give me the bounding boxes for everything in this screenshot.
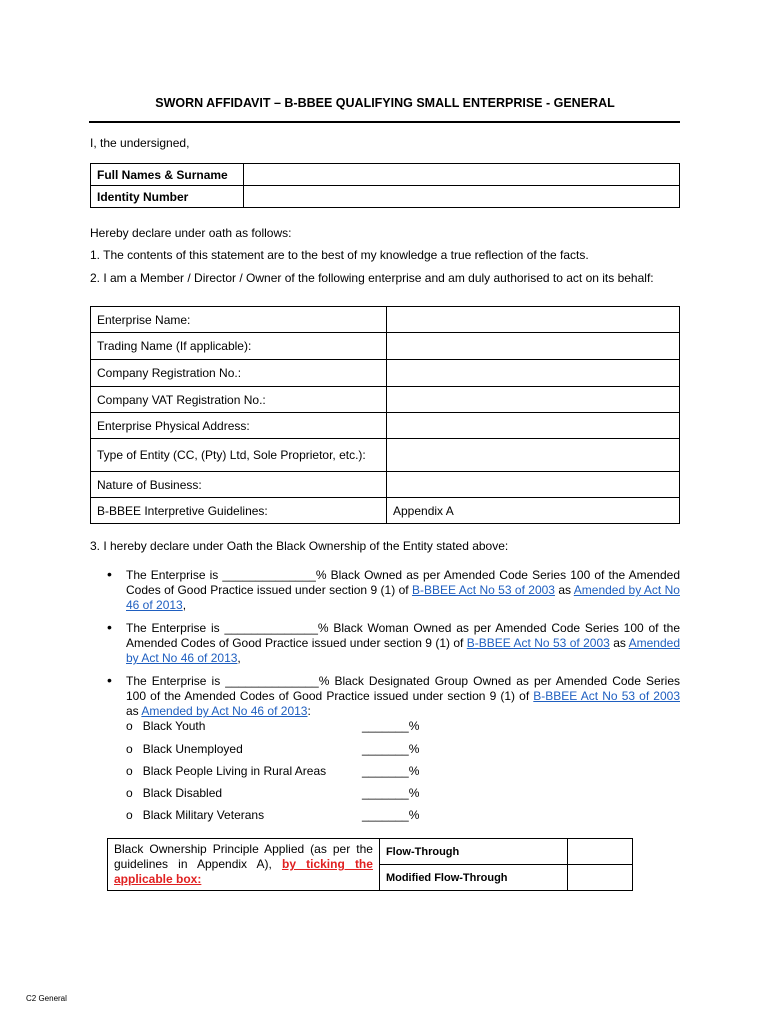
interpretive-guidelines-label: B-BBEE Interpretive Guidelines: (91, 498, 387, 524)
full-names-field[interactable] (244, 164, 680, 186)
classification-footer: C2 General (26, 994, 67, 1003)
declare-text: Hereby declare under oath as follows: (90, 226, 292, 240)
sub-item-value[interactable]: _______% (362, 742, 420, 756)
enterprise-name-field[interactable] (387, 307, 680, 333)
full-names-label: Full Names & Surname (91, 164, 244, 186)
vat-registration-field[interactable] (387, 387, 680, 413)
bullet-icon: • (107, 566, 112, 582)
as-text: as (126, 704, 142, 718)
enterprise-row (91, 472, 680, 498)
bullet-black-woman-owned (126, 621, 680, 666)
modified-flow-through-checkbox[interactable] (567, 865, 632, 891)
act-46-link[interactable]: Amended by Act No 46 of 2013 (126, 636, 680, 665)
sub-item-label: Black People Living in Rural Areas (142, 764, 327, 778)
act-53-link[interactable]: B-BBEE Act No 53 of 2003 (533, 689, 680, 703)
enterprise-row (91, 413, 680, 439)
company-registration-label: Company Registration No.: (91, 360, 387, 387)
circle-marker-icon: o (126, 742, 133, 756)
sub-item-label: Black Disabled (142, 786, 223, 800)
sub-item-value[interactable]: _______% (362, 719, 420, 733)
enterprise-row (91, 307, 680, 333)
sub-item-disabled (126, 786, 222, 800)
principle-emphasis: by ticking the applicable box: (114, 857, 373, 886)
circle-marker-icon: o (126, 786, 133, 800)
enterprise-table (90, 306, 680, 524)
company-registration-field[interactable] (387, 360, 680, 387)
sub-item-value[interactable]: _______% (362, 764, 420, 778)
bullet-text: The Enterprise is ______________% Black Owned as per Amended Code Series 100 of the Amended Codes of Good Practice issued under section 9 (1) of (126, 568, 680, 597)
punctuation: : (307, 704, 311, 718)
trading-name-field[interactable] (387, 333, 680, 360)
act-53-link[interactable]: B-BBEE Act No 53 of 2003 (466, 636, 610, 650)
nature-of-business-label: Nature of Business: (91, 472, 387, 498)
sub-item-label: Black Military Veterans (142, 808, 265, 822)
sub-item-value[interactable]: _______% (362, 808, 420, 822)
circle-marker-icon: o (126, 764, 133, 778)
sub-item-rural (126, 764, 326, 778)
bullet-icon: • (107, 672, 112, 688)
principle-instruction: Black Ownership Principle Applied (as per the guidelines in Appendix A), (114, 842, 373, 871)
sub-item-black-unemployed (126, 742, 243, 756)
bullet-text: The Enterprise is ______________% Black Woman Owned as per Amended Code Series 100 of the Amended Codes of Good Practice issued under section 9 (1) of (126, 621, 680, 650)
item-3: 3. I hereby declare under Oath the Black Ownership of the Entity stated above: (90, 539, 509, 553)
bullet-black-owned (126, 568, 680, 613)
sub-item-military-veterans (126, 808, 264, 822)
identity-row-names (91, 164, 680, 186)
as-text: as (609, 636, 629, 650)
sub-item-label: Black Unemployed (142, 742, 243, 756)
act-46-link[interactable]: Amended by Act No 46 of 2013 (141, 704, 308, 718)
act-46-link[interactable]: Amended by Act No 46 of 2013 (126, 583, 680, 612)
entity-type-label: Type of Entity (CC, (Pty) Ltd, Sole Proprietor, etc.): (91, 439, 387, 472)
enterprise-row (91, 387, 680, 413)
as-text: as (554, 583, 574, 597)
circle-marker-icon: o (126, 719, 133, 733)
sub-item-black-youth (126, 719, 205, 733)
enterprise-row (91, 360, 680, 387)
physical-address-field[interactable] (387, 413, 680, 439)
bullet-designated-group (126, 674, 680, 719)
item-2: 2. I am a Member / Director / Owner of the following enterprise and am duly authorised to act on its behalf: (90, 271, 654, 285)
trading-name-label: Trading Name (If applicable): (91, 333, 387, 360)
principle-row (108, 839, 633, 865)
item-1: 1. The contents of this statement are to the best of my knowledge a true reflection of the facts. (90, 248, 589, 262)
act-53-link[interactable]: B-BBEE Act No 53 of 2003 (411, 583, 555, 597)
sub-item-value[interactable]: _______% (362, 786, 420, 800)
sub-item-label: Black Youth (142, 719, 206, 733)
identity-number-label: Identity Number (91, 186, 244, 208)
enterprise-row (91, 498, 680, 524)
enterprise-row (91, 439, 680, 472)
punctuation: , (182, 598, 187, 612)
modified-flow-through-label: Modified Flow-Through (379, 865, 567, 891)
enterprise-name-label: Enterprise Name: (91, 307, 387, 333)
entity-type-field[interactable] (387, 439, 680, 472)
identity-row-id (91, 186, 680, 208)
identity-table (90, 163, 680, 208)
vat-registration-label: Company VAT Registration No.: (91, 387, 387, 413)
bullet-text: The Enterprise is ______________% Black Designated Group Owned as per Amended Code Series 100 of the Amended Codes of Good Practice issued under section 9 (1) of (126, 674, 680, 703)
intro-text: I, the undersigned, (90, 136, 190, 150)
enterprise-row (91, 333, 680, 360)
physical-address-label: Enterprise Physical Address: (91, 413, 387, 439)
bullet-icon: • (107, 619, 112, 635)
document-title: SWORN AFFIDAVIT – B-BBEE QUALIFYING SMALL ENTERPRISE - GENERAL (155, 96, 615, 110)
flow-through-checkbox[interactable] (567, 839, 632, 865)
title-rule (89, 121, 680, 123)
punctuation: , (237, 651, 241, 665)
circle-marker-icon: o (126, 808, 133, 822)
interpretive-guidelines-value: Appendix A (387, 498, 680, 524)
flow-through-label: Flow-Through (379, 839, 567, 865)
ownership-principle-table (107, 838, 633, 891)
nature-of-business-field[interactable] (387, 472, 680, 498)
principle-text (108, 839, 380, 891)
identity-number-field[interactable] (244, 186, 680, 208)
